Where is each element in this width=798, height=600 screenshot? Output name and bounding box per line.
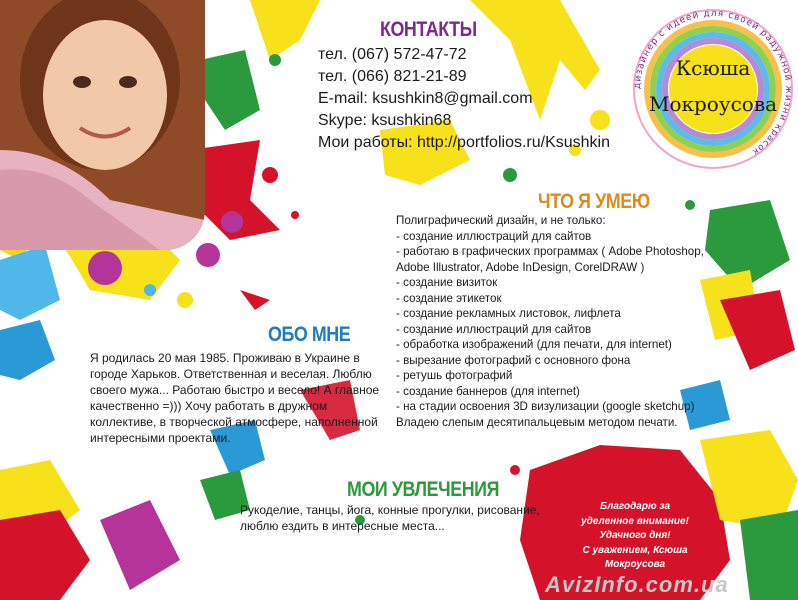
- skills-line: - создание визиток: [396, 276, 498, 289]
- skills-line: - вырезание фотографий с основного фона: [396, 353, 631, 367]
- skills-block: [396, 213, 741, 430]
- skills-line: - создание иллюстраций для сайтов: [396, 322, 592, 336]
- badge-first-name: Ксюша: [675, 56, 751, 80]
- thanks-line: С уважением, Ксюша: [582, 544, 688, 556]
- skills-line: - обработка изображений (для печати, для internet): [396, 338, 672, 351]
- thanks-line: Благодарю за: [599, 501, 671, 512]
- hobbies-text: Рукоделие, танцы, йога, конные прогулки, рисование, люблю ездить в интересные места...: [240, 503, 540, 533]
- watermark: AvizInfo.com.ua: [545, 572, 729, 597]
- contact-skype: Skype: ksushkin68: [318, 112, 452, 129]
- skills-line: - создание этикеток: [396, 291, 502, 305]
- contacts-heading: КОНТАКТЫ: [380, 18, 477, 41]
- contact-phone-2: тел. (066) 821-21-89: [318, 68, 467, 85]
- skills-line: - создание иллюстраций для сайтов: [396, 229, 592, 243]
- name-badge: [632, 8, 794, 170]
- profile-photo: [0, 0, 205, 250]
- skills-line: - ретушь фотографий: [396, 369, 513, 382]
- about-heading: ОБО МНЕ: [268, 323, 351, 346]
- badge-ring-text: дизайнер с идеей для своей радужной жизни красок: [632, 8, 794, 158]
- skills-line: - создание рекламных листовок, лифлета: [396, 307, 621, 320]
- thanks-line: Удачного дня!: [599, 530, 671, 541]
- contact-portfolio: Мои работы: http://portfolios.ru/Ksushkin: [318, 134, 610, 151]
- skills-line: - работаю в графических программах ( Adobe Photoshop,: [396, 245, 704, 258]
- hobbies-heading: МОИ УВЛЕЧЕНИЯ: [347, 478, 500, 501]
- skills-line: Владею слепым десятипальцевым методом печати.: [396, 415, 678, 429]
- contact-email: E-mail: ksushkin8@gmail.com: [318, 90, 533, 107]
- skills-line: Полиграфический дизайн, и не только:: [396, 214, 606, 227]
- badge-last-name: Мокроусова: [648, 92, 778, 116]
- thanks-line: уделенное внимание!: [581, 515, 689, 527]
- skills-heading: ЧТО Я УМЕЮ: [538, 190, 650, 213]
- contact-phone-1: тел. (067) 572-47-72: [318, 46, 467, 63]
- contacts-block: [318, 44, 610, 154]
- thanks-note: [560, 500, 710, 573]
- skills-line: Adobe Illustrator, Adobe InDesign, CorelDRAW ): [396, 260, 645, 274]
- skills-line: - создание баннеров (для internet): [396, 384, 580, 398]
- thanks-line: Мокроусова: [604, 559, 666, 570]
- skills-line: - на стадии освоения 3D визулизации (google sketchup): [396, 400, 695, 413]
- about-text: Я родилась 20 мая 1985. Проживаю в Украине в городе Харьков. Ответственная и веселая. Люблю своего мужа... Работаю быстро и весело! А главное качественно =))) Хочу работать в дружном коллективе, в творческой атмосфере, наполненной интересными проектами.: [90, 351, 380, 445]
